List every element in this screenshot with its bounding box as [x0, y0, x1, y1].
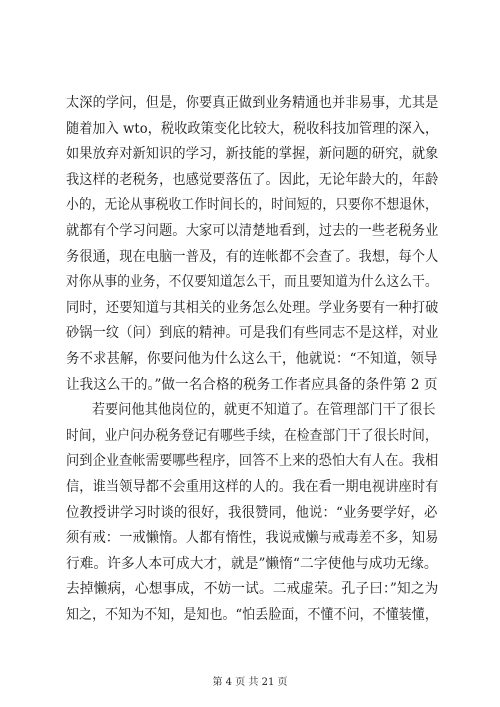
text-line: 务很通，现在电脑一普及，有的连帐都不会查了。我想，每个人 — [66, 248, 439, 265]
text-line: 如果放弃对新知识的学习，新技能的掌握，新问题的研究，就象 — [66, 146, 439, 163]
text-line: 我这样的老税务，也感觉要落伍了。因此，无论年龄大的，年龄 — [66, 171, 439, 188]
text-line: 就都有个学习问题。大家可以清楚地看到，过去的一些老税务业 — [66, 222, 439, 239]
text-line: 同时，还要知道与其相关的业务怎么处理。学业务要有一种打破 — [66, 299, 439, 316]
text-line: 砂锅一纹（问）到底的精神。可是我们有些同志不是这样，对业 — [66, 325, 439, 342]
text-line: 太深的学问，但是，你要真正做到业务精通也并非易事，尤其是 — [66, 95, 439, 111]
text-line: 去掉懒病，心想事成，不妨一试。二戒虚荣。孔子曰：”知之为 — [66, 581, 439, 598]
text-line: 对你从事的业务，不仅要知道怎么干，而且要知道为什么这么干。 — [66, 274, 438, 291]
text-line: 小的，无论从事税收工作时间长的，时间短的，只要你不想退休， — [66, 197, 438, 214]
text-line: 行难。许多人本可成大才，就是”懒惰“二字使他与成功无缘。 — [66, 555, 438, 572]
text-line: 让我这么干的。”做一名合格的税务工作者应具备的条件第 2 页 — [66, 376, 438, 393]
text-line: 时间，业户问办税务登记有哪些手续，在检查部门干了很长时间， — [66, 427, 438, 444]
text-line: 信，谁当领导都不会重用这样的人的。我在看一期电视讲座时有 — [66, 478, 439, 495]
text-line: 问到企业查帐需要哪些程序，回答不上来的恐怕大有人在。我相 — [66, 453, 439, 470]
text-line: 随着加入 wto，税收政策变化比较大，税收科技加管理的深入， — [66, 120, 439, 137]
body-text — [66, 91, 438, 628]
text-line: 知之，不知为不知，是知也。“怕丢脸面，不懂不问，不懂装懂， — [66, 606, 438, 623]
text-line: 务不求甚解，你要问他为什么这么干，他就说：“不知道，领导 — [66, 350, 438, 367]
text-line: 位教授讲学习时谈的很好，我很赞同，他说：“业务要学好，必 — [66, 504, 438, 521]
text-line: 须有戒：一戒懒惰。人都有惰性，我说戒懒与戒毒差不多，知易 — [66, 530, 439, 547]
page-footer: 第 4 页 共 21 页 — [212, 677, 288, 688]
paragraph-first-line: 若要问他其他岗位的，就更不知道了。在管理部门干了很长 — [91, 402, 436, 419]
